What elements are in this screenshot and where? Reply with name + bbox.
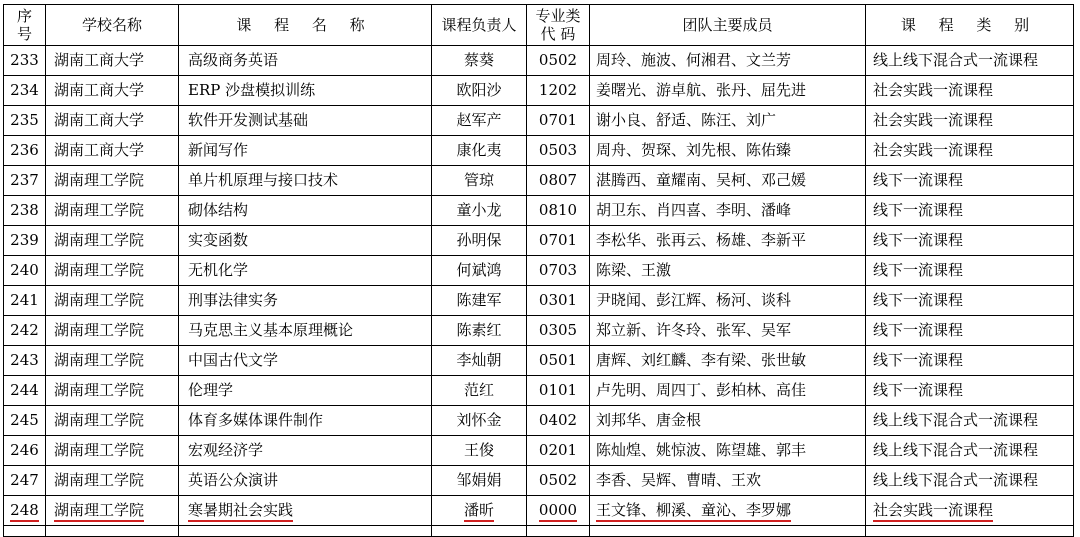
- cell-school-text: 湖南理工学院: [54, 201, 145, 219]
- cell-school: [46, 136, 179, 166]
- cell-type-text: 社会实践一流课程: [873, 501, 993, 522]
- cell-type-text: 社会实践一流课程: [873, 81, 994, 99]
- cell-lead: [432, 376, 527, 406]
- table-header-row: [4, 5, 1074, 46]
- cell-type: [866, 406, 1074, 436]
- cell-code-text: 0501: [538, 351, 578, 369]
- cell-course: [179, 226, 432, 256]
- cell-school-text: 湖南工商大学: [54, 141, 145, 159]
- table-row: [4, 436, 1074, 466]
- table-row-cutoff: [4, 526, 1074, 537]
- cell-code: [527, 226, 590, 256]
- cell-lead-text: 康化夷: [456, 141, 502, 159]
- cell-lead-text: 欧阳沙: [456, 81, 502, 99]
- cell-no-text: 235: [10, 111, 39, 129]
- cell-course: [179, 466, 432, 496]
- header-no: 序号: [4, 5, 46, 46]
- cell-course-text: 宏观经济学: [188, 441, 264, 459]
- cell-code: [527, 136, 590, 166]
- cell-course: [179, 316, 432, 346]
- cell-empty: [179, 526, 432, 537]
- table-row: [4, 136, 1074, 166]
- cell-code-text: 0305: [538, 321, 578, 339]
- cell-lead: [432, 316, 527, 346]
- cell-course: [179, 346, 432, 376]
- cell-school-text: 湖南理工学院: [54, 171, 145, 189]
- cell-no-text: 238: [10, 201, 39, 219]
- cell-lead: [432, 346, 527, 376]
- cell-team: [590, 226, 866, 256]
- cell-code: [527, 196, 590, 226]
- cell-no: [4, 316, 46, 346]
- cell-code: [527, 76, 590, 106]
- cell-type: [866, 286, 1074, 316]
- cell-course: [179, 376, 432, 406]
- cell-no: [4, 256, 46, 286]
- course-table: [3, 4, 1074, 537]
- cell-no: [4, 466, 46, 496]
- table-row: [4, 496, 1074, 526]
- cell-course-text: 伦理学: [188, 381, 234, 399]
- cell-type: [866, 316, 1074, 346]
- cell-lead-text: 王俊: [463, 441, 494, 459]
- cell-team-text: 郑立新、许冬玲、张军、吴军: [596, 321, 792, 339]
- cell-team: [590, 106, 866, 136]
- cell-code-text: 0703: [538, 261, 578, 279]
- cell-course-text: 刑事法律实务: [188, 291, 279, 309]
- cell-type: [866, 256, 1074, 286]
- cell-school: [46, 286, 179, 316]
- cell-course: [179, 76, 432, 106]
- cell-course-text: 马克思主义基本原理概论: [188, 321, 354, 339]
- cell-type-text: 社会实践一流课程: [873, 111, 994, 129]
- cell-no: [4, 76, 46, 106]
- cell-code-text: 0701: [538, 111, 578, 129]
- cell-team: [590, 256, 866, 286]
- cell-school: [46, 226, 179, 256]
- cell-no-text: 248: [10, 501, 39, 522]
- table-row: [4, 106, 1074, 136]
- cell-no-text: 234: [10, 81, 39, 99]
- cell-lead-text: 陈素红: [456, 321, 502, 339]
- cell-code-text: 0701: [538, 231, 578, 249]
- cell-code: [527, 436, 590, 466]
- table-row: [4, 346, 1074, 376]
- cell-course-text: 单片机原理与接口技术: [188, 171, 339, 189]
- cell-team-text: 陈梁、王激: [596, 261, 672, 279]
- cell-team: [590, 436, 866, 466]
- cell-course-text: ERP 沙盘模拟训练: [188, 81, 316, 99]
- cell-no: [4, 346, 46, 376]
- cell-empty: [4, 526, 46, 537]
- cell-no: [4, 436, 46, 466]
- cell-code: [527, 346, 590, 376]
- cell-school-text: 湖南理工学院: [54, 351, 145, 369]
- cell-no-text: 243: [10, 351, 39, 369]
- cell-no: [4, 286, 46, 316]
- cell-no-text: 240: [10, 261, 39, 279]
- cell-lead: [432, 436, 527, 466]
- cell-team: [590, 496, 866, 526]
- cell-type-text: 线下一流课程: [873, 201, 964, 219]
- cell-school: [46, 436, 179, 466]
- cell-no-text: 233: [10, 51, 39, 69]
- cell-lead-text: 孙明保: [456, 231, 502, 249]
- cell-school-text: 湖南理工学院: [54, 471, 145, 489]
- cell-school: [46, 166, 179, 196]
- cell-lead: [432, 226, 527, 256]
- cell-team-text: 刘邦华、唐金根: [596, 411, 702, 429]
- cell-no: [4, 166, 46, 196]
- cell-lead: [432, 106, 527, 136]
- cell-team: [590, 406, 866, 436]
- cell-lead-text: 潘昕: [464, 501, 494, 522]
- cell-no: [4, 136, 46, 166]
- cell-school-text: 湖南理工学院: [54, 291, 145, 309]
- cell-team: [590, 196, 866, 226]
- table-row: [4, 166, 1074, 196]
- cell-type-text: 线上线下混合式一流课程: [873, 51, 1039, 69]
- cell-code: [527, 256, 590, 286]
- cell-lead: [432, 136, 527, 166]
- cell-course-text: 体育多媒体课件制作: [188, 411, 324, 429]
- cell-code-text: 0301: [538, 291, 578, 309]
- cell-type: [866, 196, 1074, 226]
- cell-code-text: 0502: [538, 51, 578, 69]
- cell-code: [527, 316, 590, 346]
- cell-team: [590, 346, 866, 376]
- header-code: 专业类代 码: [527, 5, 590, 46]
- cell-type-text: 线下一流课程: [873, 351, 964, 369]
- cell-team-text: 姜曙光、游卓航、张丹、屈先进: [596, 81, 807, 99]
- cell-team-text: 陈灿煌、姚惊波、陈望雄、郭丰: [596, 441, 807, 459]
- cell-lead: [432, 46, 527, 76]
- cell-team-text: 李香、吴辉、曹晴、王欢: [596, 471, 762, 489]
- cell-type-text: 线上线下混合式一流课程: [873, 441, 1039, 459]
- cell-code-text: 0502: [538, 471, 578, 489]
- cell-no-text: 239: [10, 231, 39, 249]
- cell-type-text: 线下一流课程: [873, 291, 964, 309]
- cell-no-text: 247: [10, 471, 39, 489]
- cell-no-text: 246: [10, 441, 39, 459]
- cell-type: [866, 346, 1074, 376]
- cell-school-text: 湖南理工学院: [54, 321, 145, 339]
- cell-course: [179, 166, 432, 196]
- cell-no-text: 244: [10, 381, 39, 399]
- cell-course-text: 新闻写作: [188, 141, 249, 159]
- cell-lead: [432, 166, 527, 196]
- cell-team: [590, 136, 866, 166]
- cell-empty: [527, 526, 590, 537]
- cell-no-text: 237: [10, 171, 39, 189]
- header-school: 学校名称: [46, 5, 179, 46]
- cell-type-text: 线下一流课程: [873, 321, 964, 339]
- cell-school-text: 湖南理工学院: [54, 411, 145, 429]
- cell-lead-text: 童小龙: [456, 201, 502, 219]
- cell-course: [179, 406, 432, 436]
- cell-lead-text: 管琼: [463, 171, 494, 189]
- cell-lead-text: 陈建军: [456, 291, 502, 309]
- cell-team: [590, 376, 866, 406]
- cell-no: [4, 226, 46, 256]
- table-row: [4, 256, 1074, 286]
- header-team: 团队主要成员: [590, 5, 866, 46]
- cell-team-text: 尹晓闻、彭江辉、杨河、谈科: [596, 291, 792, 309]
- cell-lead-text: 赵军产: [456, 111, 502, 129]
- cell-school-text: 湖南理工学院: [54, 261, 145, 279]
- header-type: 课 程 类 别: [866, 5, 1074, 46]
- cell-course-text: 高级商务英语: [188, 51, 279, 69]
- cell-team-text: 谢小良、舒适、陈汪、刘广: [596, 111, 777, 129]
- cell-lead: [432, 466, 527, 496]
- cell-code-text: 0402: [538, 411, 578, 429]
- cell-lead-text: 何斌鸿: [456, 261, 502, 279]
- cell-school: [46, 196, 179, 226]
- cell-code: [527, 106, 590, 136]
- cell-lead: [432, 196, 527, 226]
- cell-lead: [432, 286, 527, 316]
- cell-school-text: 湖南工商大学: [54, 111, 145, 129]
- header-course: 课 程 名 称: [179, 5, 432, 46]
- cell-lead-text: 刘怀金: [456, 411, 502, 429]
- cell-team-text: 周舟、贺琛、刘先根、陈佑臻: [596, 141, 792, 159]
- cell-code: [527, 496, 590, 526]
- cell-team: [590, 286, 866, 316]
- cell-type-text: 线下一流课程: [873, 261, 964, 279]
- cell-type: [866, 496, 1074, 526]
- cell-team-text: 周玲、施波、何湘君、文兰芳: [596, 51, 792, 69]
- cell-type-text: 线下一流课程: [873, 171, 964, 189]
- table-row: [4, 316, 1074, 346]
- cell-no-text: 236: [10, 141, 39, 159]
- cell-no: [4, 106, 46, 136]
- cell-team-text: 王文锋、柳溪、童沁、李罗娜: [596, 501, 791, 522]
- cell-no-text: 242: [10, 321, 39, 339]
- cell-lead: [432, 256, 527, 286]
- cell-course-text: 实变函数: [188, 231, 249, 249]
- cell-school-text: 湖南理工学院: [54, 231, 145, 249]
- cell-lead: [432, 496, 527, 526]
- cell-no-text: 241: [10, 291, 39, 309]
- cell-code: [527, 466, 590, 496]
- cell-lead-text: 李灿朝: [456, 351, 502, 369]
- cell-team-text: 李松华、张再云、杨雄、李新平: [596, 231, 807, 249]
- table-row: [4, 226, 1074, 256]
- cell-type: [866, 76, 1074, 106]
- cell-lead-text: 邹娟娟: [456, 471, 502, 489]
- cell-no: [4, 376, 46, 406]
- table-row: [4, 466, 1074, 496]
- cell-type-text: 线上线下混合式一流课程: [873, 471, 1039, 489]
- cell-type: [866, 466, 1074, 496]
- cell-course-text: 砌体结构: [188, 201, 249, 219]
- cell-school: [46, 466, 179, 496]
- cell-code-text: 0503: [538, 141, 578, 159]
- cell-course: [179, 496, 432, 526]
- cell-type: [866, 166, 1074, 196]
- cell-school: [46, 316, 179, 346]
- table-row: [4, 376, 1074, 406]
- cell-no: [4, 406, 46, 436]
- cell-code: [527, 406, 590, 436]
- cell-team-text: 湛腾西、童耀南、吴柯、邓己媛: [596, 171, 807, 189]
- cell-lead-text: 范红: [463, 381, 494, 399]
- cell-no: [4, 46, 46, 76]
- cell-no: [4, 196, 46, 226]
- cell-empty: [432, 526, 527, 537]
- table-row: [4, 406, 1074, 436]
- cell-course: [179, 46, 432, 76]
- cell-school: [46, 496, 179, 526]
- cell-team: [590, 466, 866, 496]
- cell-team-text: 唐辉、刘红麟、李有梁、张世敏: [596, 351, 807, 369]
- cell-school-text: 湖南理工学院: [54, 381, 145, 399]
- cell-course-text: 中国古代文学: [188, 351, 279, 369]
- cell-school-text: 湖南工商大学: [54, 81, 145, 99]
- cell-team-text: 卢先明、周四丁、彭柏林、高佳: [596, 381, 807, 399]
- cell-school: [46, 376, 179, 406]
- cell-course: [179, 256, 432, 286]
- cell-type-text: 社会实践一流课程: [873, 141, 994, 159]
- cell-course: [179, 196, 432, 226]
- cell-team: [590, 316, 866, 346]
- cell-lead: [432, 76, 527, 106]
- cell-team: [590, 76, 866, 106]
- cell-code-text: 0000: [539, 501, 577, 522]
- cell-school: [46, 106, 179, 136]
- table-row: [4, 76, 1074, 106]
- cell-school-text: 湖南工商大学: [54, 51, 145, 69]
- cell-type: [866, 436, 1074, 466]
- cell-team: [590, 46, 866, 76]
- cell-course: [179, 136, 432, 166]
- cell-course-text: 英语公众演讲: [188, 471, 279, 489]
- cell-type: [866, 136, 1074, 166]
- cell-school: [46, 346, 179, 376]
- cell-no: [4, 496, 46, 526]
- cell-code-text: 0807: [538, 171, 578, 189]
- cell-course-text: 无机化学: [188, 261, 249, 279]
- cell-type-text: 线下一流课程: [873, 231, 964, 249]
- cell-code-text: 0810: [538, 201, 578, 219]
- cell-school-text: 湖南理工学院: [54, 501, 144, 522]
- cell-course: [179, 436, 432, 466]
- cell-course: [179, 286, 432, 316]
- cell-type: [866, 106, 1074, 136]
- cell-school: [46, 406, 179, 436]
- cell-code: [527, 166, 590, 196]
- cell-type-text: 线下一流课程: [873, 381, 964, 399]
- cell-code: [527, 46, 590, 76]
- cell-type: [866, 226, 1074, 256]
- cell-school: [46, 76, 179, 106]
- table-row: [4, 46, 1074, 76]
- cell-lead-text: 蔡葵: [463, 51, 494, 69]
- cell-type: [866, 46, 1074, 76]
- cell-code-text: 0101: [538, 381, 578, 399]
- cell-code-text: 1202: [538, 81, 578, 99]
- cell-no-text: 245: [10, 411, 39, 429]
- header-lead: 课程负责人: [432, 5, 527, 46]
- cell-team: [590, 166, 866, 196]
- cell-type: [866, 376, 1074, 406]
- cell-code-text: 0201: [538, 441, 578, 459]
- cell-empty: [590, 526, 866, 537]
- table-row: [4, 286, 1074, 316]
- cell-course-text: 软件开发测试基础: [188, 111, 309, 129]
- cell-team-text: 胡卫东、肖四喜、李明、潘峰: [596, 201, 792, 219]
- cell-type-text: 线上线下混合式一流课程: [873, 411, 1039, 429]
- table-row: [4, 196, 1074, 226]
- cell-school: [46, 46, 179, 76]
- cell-code: [527, 286, 590, 316]
- cell-lead: [432, 406, 527, 436]
- cell-empty: [866, 526, 1074, 537]
- cell-empty: [46, 526, 179, 537]
- cell-course: [179, 106, 432, 136]
- cell-school-text: 湖南理工学院: [54, 441, 145, 459]
- cell-course-text: 寒暑期社会实践: [188, 501, 293, 522]
- cell-code: [527, 376, 590, 406]
- cell-school: [46, 256, 179, 286]
